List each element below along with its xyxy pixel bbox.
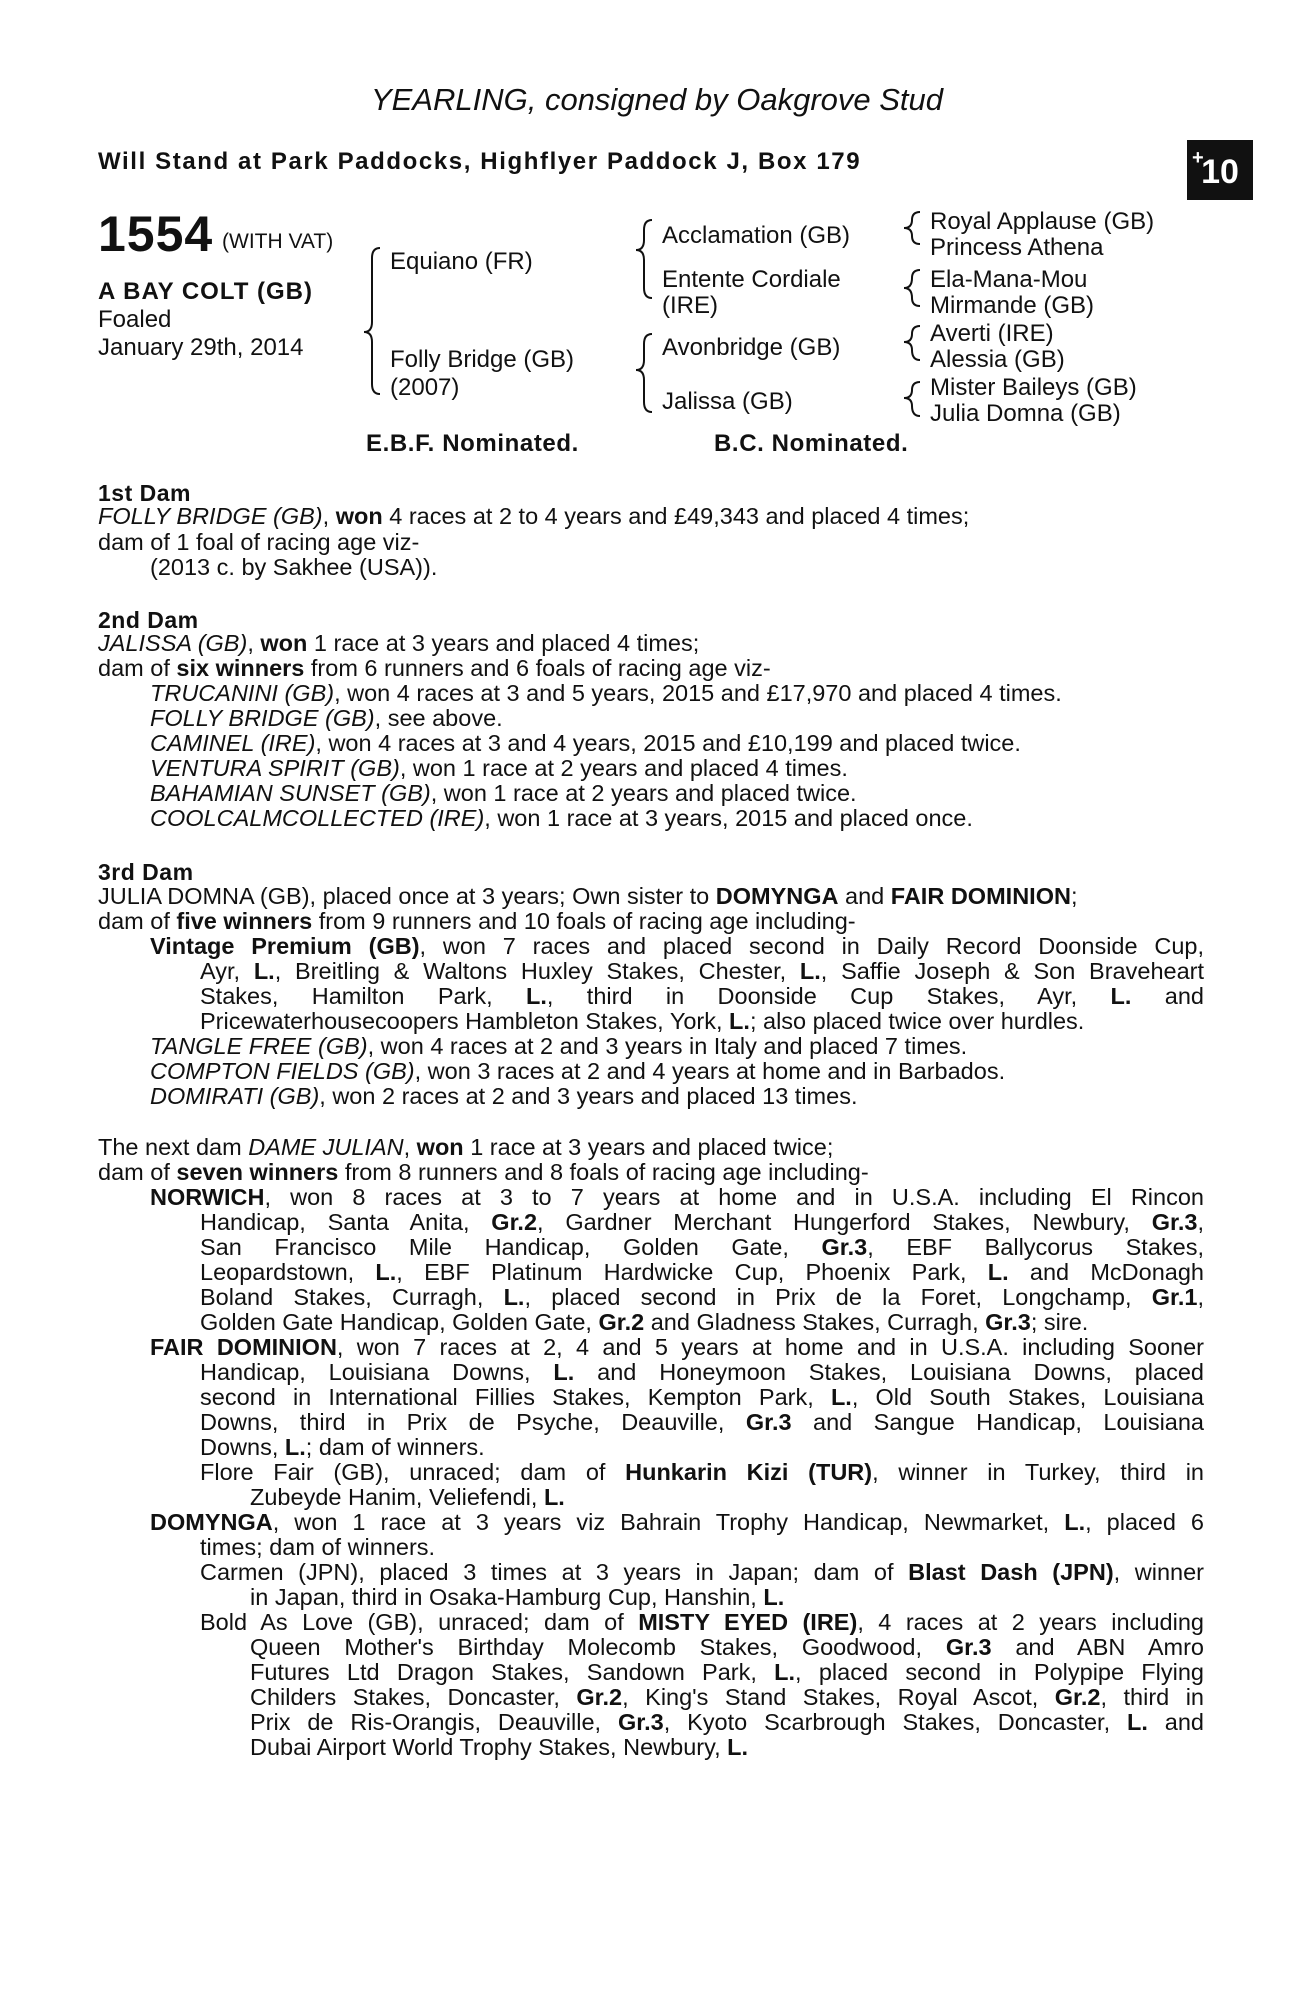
- dam-of-label: dam of: [98, 655, 170, 681]
- first-dam-heading: 1st Dam: [98, 480, 191, 506]
- foaled-date: January 29th, 2014: [98, 334, 304, 361]
- progeny-continuation: [200, 1235, 1204, 1261]
- progeny-text: , see above.: [374, 705, 503, 731]
- text-run: , Gardner Merchant Hungerford Stakes, Newbury,: [537, 1209, 1152, 1235]
- text-run: ,: [403, 1134, 417, 1160]
- progeny-name: Vintage Premium (GB): [150, 933, 420, 959]
- race-grade: Gr.2: [491, 1209, 538, 1235]
- text-run: and Sangue Handicap, Louisiana: [791, 1409, 1204, 1435]
- text-run: Dubai Airport World Trophy Stakes, Newbury,: [250, 1734, 728, 1760]
- dam-of-detail: from 8 runners and 8 foals of racing age including-: [344, 1159, 869, 1185]
- progeny-name: FAIR DOMINION: [150, 1334, 337, 1360]
- ancestor-3: Ela-Mana-Mou: [930, 266, 1088, 293]
- text-run: Leopardstown,: [200, 1259, 376, 1285]
- progeny-line: [150, 681, 1062, 707]
- progeny-line: [150, 806, 973, 832]
- race-grade: L.: [729, 1008, 750, 1034]
- race-grade: L.: [987, 1259, 1009, 1285]
- race-grade: L.: [799, 958, 821, 984]
- text-run: Flore Fair (GB), unraced; dam of: [200, 1459, 626, 1485]
- text-run: , won 8 races at 3 to 7 years at home and in U.S.A. including El Rincon: [264, 1184, 1204, 1210]
- first-dam-foal: (2013 c. by Sakhee (USA)).: [150, 554, 438, 580]
- text-run: ; dam of winners.: [305, 1434, 485, 1460]
- ebf-nomination: E.B.F. Nominated.: [366, 430, 579, 457]
- race-grade: L.: [763, 1584, 785, 1610]
- winners-count: six winners: [176, 655, 305, 681]
- progeny-name: DOMYNGA: [150, 1509, 273, 1535]
- text-run: Pricewaterhousecoopers Hambleton Stakes, York,: [200, 1008, 730, 1034]
- progeny-line: [150, 1034, 967, 1060]
- dam-name: Folly Bridge (GB): [390, 346, 575, 373]
- text-run: and McDonagh: [1008, 1259, 1204, 1285]
- sire-sire-name: Acclamation (GB): [662, 222, 851, 249]
- text-run: and: [838, 883, 891, 909]
- text-run: Downs,: [200, 1434, 285, 1460]
- badge-symbol: +: [1192, 147, 1204, 169]
- race-grade: L.: [1064, 1509, 1086, 1535]
- dam-of-label: dam of: [98, 1159, 170, 1185]
- ancestor-5: Averti (IRE): [930, 320, 1054, 347]
- text-run: and: [1147, 1709, 1204, 1735]
- bold-name: Blast Dash (JPN): [908, 1559, 1114, 1585]
- text-run: 1 race at 3 years and placed twice;: [463, 1134, 834, 1160]
- won-label: won: [260, 630, 308, 656]
- text-run: , winner in Turkey, third in: [872, 1459, 1204, 1485]
- text-run: , EBF Platinum Hardwicke Cup, Phoenix Park,: [396, 1259, 988, 1285]
- race-grade: Gr.3: [1151, 1209, 1198, 1235]
- next-dam-dam-of: [98, 1160, 869, 1186]
- location-line: Will Stand at Park Paddocks, Highflyer Paddock J, Box 179: [98, 148, 862, 175]
- progeny-line: [150, 934, 1204, 960]
- progeny-line: [150, 706, 503, 732]
- dam-dam-name: Jalissa (GB): [662, 388, 793, 415]
- granddaughter-continuation: [250, 1735, 748, 1761]
- ancestor-6: Alessia (GB): [930, 346, 1065, 373]
- ancestor-2: Princess Athena: [930, 234, 1104, 261]
- race-grade: Gr.3: [945, 1634, 992, 1660]
- progeny-continuation: [200, 1210, 1204, 1236]
- granddaughter-continuation: [250, 1660, 1204, 1686]
- text-run: and ABN Amro: [991, 1634, 1204, 1660]
- granddaughter-line: [200, 1560, 1204, 1586]
- dam-year: (2007): [390, 374, 460, 401]
- progeny-line: [150, 781, 857, 807]
- race-grade: L.: [553, 1359, 575, 1385]
- text-run: Queen Mother's Birthday Molecomb Stakes, Goodwood,: [250, 1634, 946, 1660]
- text-run: Boland Stakes, Curragh,: [200, 1284, 504, 1310]
- text-run: and: [1131, 983, 1204, 1009]
- progeny-name: DOMIRATI (GB): [150, 1083, 320, 1109]
- winners-count: seven winners: [176, 1159, 339, 1185]
- progeny-text: , won 4 races at 2 and 3 years in Italy and placed 7 times.: [367, 1033, 968, 1059]
- progeny-name: COMPTON FIELDS (GB): [150, 1058, 415, 1084]
- progeny-line: [150, 731, 1021, 757]
- race-grade: L.: [1110, 983, 1132, 1009]
- bold-name: FAIR DOMINION: [890, 883, 1071, 909]
- text-run: Stakes, Hamilton Park,: [200, 983, 527, 1009]
- dam-of-detail: from 6 runners and 6 foals of racing age viz-: [310, 655, 771, 681]
- progeny-text: , won 1 race at 3 years, 2015 and placed once.: [484, 805, 973, 831]
- text-run: Childers Stakes, Doncaster,: [250, 1684, 577, 1710]
- text-run: , 4 races at 2 years including: [857, 1609, 1204, 1635]
- text-run: ,: [1197, 1209, 1204, 1235]
- progeny-continuation: [200, 1285, 1204, 1311]
- text-run: , EBF Ballycorus Stakes,: [867, 1234, 1204, 1260]
- won-label: won: [335, 503, 383, 529]
- granddaughter-continuation: [250, 1585, 784, 1611]
- text-run: in Japan, third in Osaka-Hamburg Cup, Hanshin,: [250, 1584, 764, 1610]
- progeny-name: COOLCALMCOLLECTED (IRE): [150, 805, 485, 831]
- progeny-continuation: [200, 1360, 1204, 1386]
- next-dam-name: DAME JULIAN: [248, 1134, 404, 1160]
- progeny-text: , won 3 races at 2 and 4 years at home and in Barbados.: [414, 1058, 1006, 1084]
- progeny-name: FOLLY BRIDGE (GB): [150, 705, 375, 731]
- progeny-text: , won 2 races at 2 and 3 years and placed 13 times.: [319, 1083, 858, 1109]
- progeny-continuation: [200, 959, 1204, 985]
- progeny-name: TRUCANINI (GB): [150, 680, 335, 706]
- race-grade: Gr.2: [576, 1684, 623, 1710]
- race-grade: L.: [727, 1734, 749, 1760]
- progeny-name: NORWICH: [150, 1184, 265, 1210]
- second-dam-record-text: 1 race at 3 years and placed 4 times;: [313, 630, 700, 656]
- ancestor-1: Royal Applause (GB): [930, 208, 1155, 235]
- text-run: , placed second in Prix de la Foret, Longchamp,: [524, 1284, 1152, 1310]
- text-run: Handicap, Louisiana Downs,: [200, 1359, 554, 1385]
- progeny-text: , won 1 race at 2 years and placed 4 times.: [399, 755, 848, 781]
- text-run: Ayr,: [200, 958, 254, 984]
- bc-nomination: B.C. Nominated.: [714, 430, 909, 457]
- ancestor-4: Mirmande (GB): [930, 292, 1095, 319]
- third-dam-record: [98, 884, 1077, 910]
- sire-dam-country: (IRE): [662, 292, 718, 319]
- race-grade: L.: [774, 1659, 796, 1685]
- text-run: ;: [1070, 883, 1078, 909]
- text-run: , won 7 races at 2, 4 and 5 years at home and in U.S.A. including Sooner: [336, 1334, 1204, 1360]
- progeny-line: [150, 1335, 1204, 1361]
- bold-name: DOMYNGA: [715, 883, 839, 909]
- text-run: Bold As Love (GB), unraced; dam of: [200, 1609, 639, 1635]
- progeny-continuation: [200, 984, 1204, 1010]
- text-run: , placed second in Polypipe Flying: [795, 1659, 1204, 1685]
- dam-of-detail: from 9 runners and 10 foals of racing age including-: [318, 908, 856, 934]
- race-grade: L.: [253, 958, 275, 984]
- text-run: , King's Stand Stakes, Royal Ascot,: [622, 1684, 1055, 1710]
- first-dam-dam-of: dam of 1 foal of racing age viz-: [98, 529, 420, 555]
- colt-description: A BAY COLT (GB): [98, 278, 314, 305]
- race-grade: Gr.1: [1151, 1284, 1198, 1310]
- race-grade: L.: [526, 983, 547, 1009]
- text-run: , Old South Stakes, Louisiana: [851, 1384, 1204, 1410]
- text-run: Handicap, Santa Anita,: [200, 1209, 492, 1235]
- progeny-name: CAMINEL (IRE): [150, 730, 316, 756]
- text-run: and Honeymoon Stakes, Louisiana Downs, placed: [574, 1359, 1204, 1385]
- text-run: Zubeyde Hanim, Veliefendi,: [250, 1484, 544, 1510]
- text-run: , winner: [1113, 1559, 1204, 1585]
- progeny-line: [150, 756, 848, 782]
- granddaughter-continuation: [250, 1485, 565, 1511]
- race-grade: Gr.3: [985, 1309, 1031, 1335]
- text-run: ; also placed twice over hurdles.: [749, 1008, 1085, 1034]
- progeny-name: VENTURA SPIRIT (GB): [150, 755, 400, 781]
- sire-dam-name: Entente Cordiale: [662, 266, 841, 293]
- progeny-line: [150, 1084, 858, 1110]
- text-run: , placed 6: [1085, 1509, 1205, 1535]
- text-run: ; sire.: [1030, 1309, 1089, 1335]
- race-grade: L.: [284, 1434, 306, 1460]
- sire-name: Equiano (FR): [390, 248, 533, 275]
- second-dam-name: JALISSA (GB): [98, 630, 248, 656]
- vat-label: (WITH VAT): [222, 230, 334, 253]
- granddaughter-continuation: [250, 1685, 1204, 1711]
- text-run: The next dam: [98, 1134, 249, 1160]
- race-grade: L.: [830, 1384, 852, 1410]
- won-label: won: [416, 1134, 464, 1160]
- second-dam-dam-of: [98, 656, 771, 682]
- granddaughter-line: [200, 1460, 1204, 1486]
- progeny-continuation: [200, 1410, 1204, 1436]
- progeny-name: TANGLE FREE (GB): [150, 1033, 368, 1059]
- first-dam-name: FOLLY BRIDGE (GB): [98, 503, 323, 529]
- next-dam-record: [98, 1135, 833, 1161]
- text-run: ,: [1197, 1284, 1204, 1310]
- granddaughter-continuation: [250, 1635, 1204, 1661]
- granddaughter-line: [200, 1610, 1204, 1636]
- second-dam-heading: 2nd Dam: [98, 607, 199, 633]
- text-run: , third in Doonside Cup Stakes, Ayr,: [546, 983, 1111, 1009]
- text-run: , Kyoto Scarbrough Stakes, Doncaster,: [663, 1709, 1127, 1735]
- text-run: , won 1 race at 3 years viz Bahrain Trophy Handicap, Newmarket,: [272, 1509, 1065, 1535]
- text-run: JULIA DOMNA (GB), placed once at 3 years; Own sister to: [98, 883, 716, 909]
- text-run: Prix de Ris-Orangis, Deauville,: [250, 1709, 618, 1735]
- text-run: Futures Ltd Dragon Stakes, Sandown Park,: [250, 1659, 775, 1685]
- race-grade: Gr.2: [598, 1309, 645, 1335]
- text-run: Golden Gate Handicap, Golden Gate,: [200, 1309, 599, 1335]
- progeny-continuation: [200, 1009, 1084, 1035]
- text-run: Downs, third in Prix de Psyche, Deauville,: [200, 1409, 746, 1435]
- foaled-label: Foaled: [98, 306, 172, 333]
- progeny-text: , won 4 races at 3 and 4 years, 2015 and £10,199 and placed twice.: [315, 730, 1021, 756]
- third-dam-heading: 3rd Dam: [98, 859, 194, 885]
- granddaughter-continuation: [250, 1710, 1204, 1736]
- progeny-text: , won 4 races at 3 and 5 years, 2015 and £17,970 and placed 4 times.: [334, 680, 1062, 706]
- progeny-text: , won 1 race at 2 years and placed twice.: [430, 780, 857, 806]
- race-grade: L.: [375, 1259, 397, 1285]
- race-grade: Gr.3: [821, 1234, 868, 1260]
- progeny-continuation: [200, 1260, 1204, 1286]
- progeny-continuation: [200, 1310, 1088, 1336]
- progeny-continuation: times; dam of winners.: [200, 1534, 436, 1560]
- ancestor-8: Julia Domna (GB): [930, 400, 1121, 427]
- text-run: , third in: [1100, 1684, 1205, 1710]
- text-run: , won 7 races and placed second in Daily Record Doonside Cup,: [419, 933, 1204, 959]
- progeny-line: [150, 1185, 1204, 1211]
- progeny-line: [150, 1059, 1005, 1085]
- consignment-line: YEARLING, consigned by Oakgrove Stud: [370, 82, 944, 117]
- text-run: , Breitling & Waltons Huxley Stakes, Chester,: [274, 958, 800, 984]
- bold-name: MISTY EYED (IRE): [638, 1609, 858, 1635]
- race-grade: L.: [1127, 1709, 1148, 1735]
- progeny-continuation: [200, 1385, 1204, 1411]
- text-run: , Saffie Joseph & Son Braveheart: [820, 958, 1205, 984]
- first-dam-record: FOLLY BRIDGE (GB), won 4 races at 2 to 4 years and £49,343 and placed 4 times;: [98, 503, 970, 529]
- winners-count: five winners: [176, 908, 313, 934]
- race-grade: Gr.3: [617, 1709, 664, 1735]
- race-grade: Gr.2: [1054, 1684, 1101, 1710]
- badge-number: 10: [1201, 153, 1239, 191]
- text-run: San Francisco Mile Handicap, Golden Gate,: [200, 1234, 822, 1260]
- ancestor-7: Mister Baileys (GB): [930, 374, 1137, 401]
- progeny-line: [150, 1510, 1204, 1536]
- second-dam-record: JALISSA (GB), won 1 race at 3 years and placed 4 times;: [98, 630, 700, 656]
- race-grade: L.: [543, 1484, 565, 1510]
- dam-sire-name: Avonbridge (GB): [662, 334, 841, 361]
- text-run: and Gladness Stakes, Curragh,: [644, 1309, 986, 1335]
- text-run: Carmen (JPN), placed 3 times at 3 years in Japan; dam of: [200, 1559, 909, 1585]
- third-dam-dam-of: [98, 909, 856, 935]
- progeny-continuation: [200, 1435, 485, 1461]
- text-run: second in International Fillies Stakes, Kempton Park,: [200, 1384, 831, 1410]
- lot-number: 1554: [98, 206, 214, 262]
- dam-of-label: dam of: [98, 908, 170, 934]
- progeny-name: BAHAMIAN SUNSET (GB): [150, 780, 431, 806]
- race-grade: L.: [503, 1284, 525, 1310]
- first-dam-record-text: 4 races at 2 to 4 years and £49,343 and placed 4 times;: [389, 503, 970, 529]
- bold-name: Hunkarin Kizi (TUR): [625, 1459, 873, 1485]
- race-grade: Gr.3: [745, 1409, 792, 1435]
